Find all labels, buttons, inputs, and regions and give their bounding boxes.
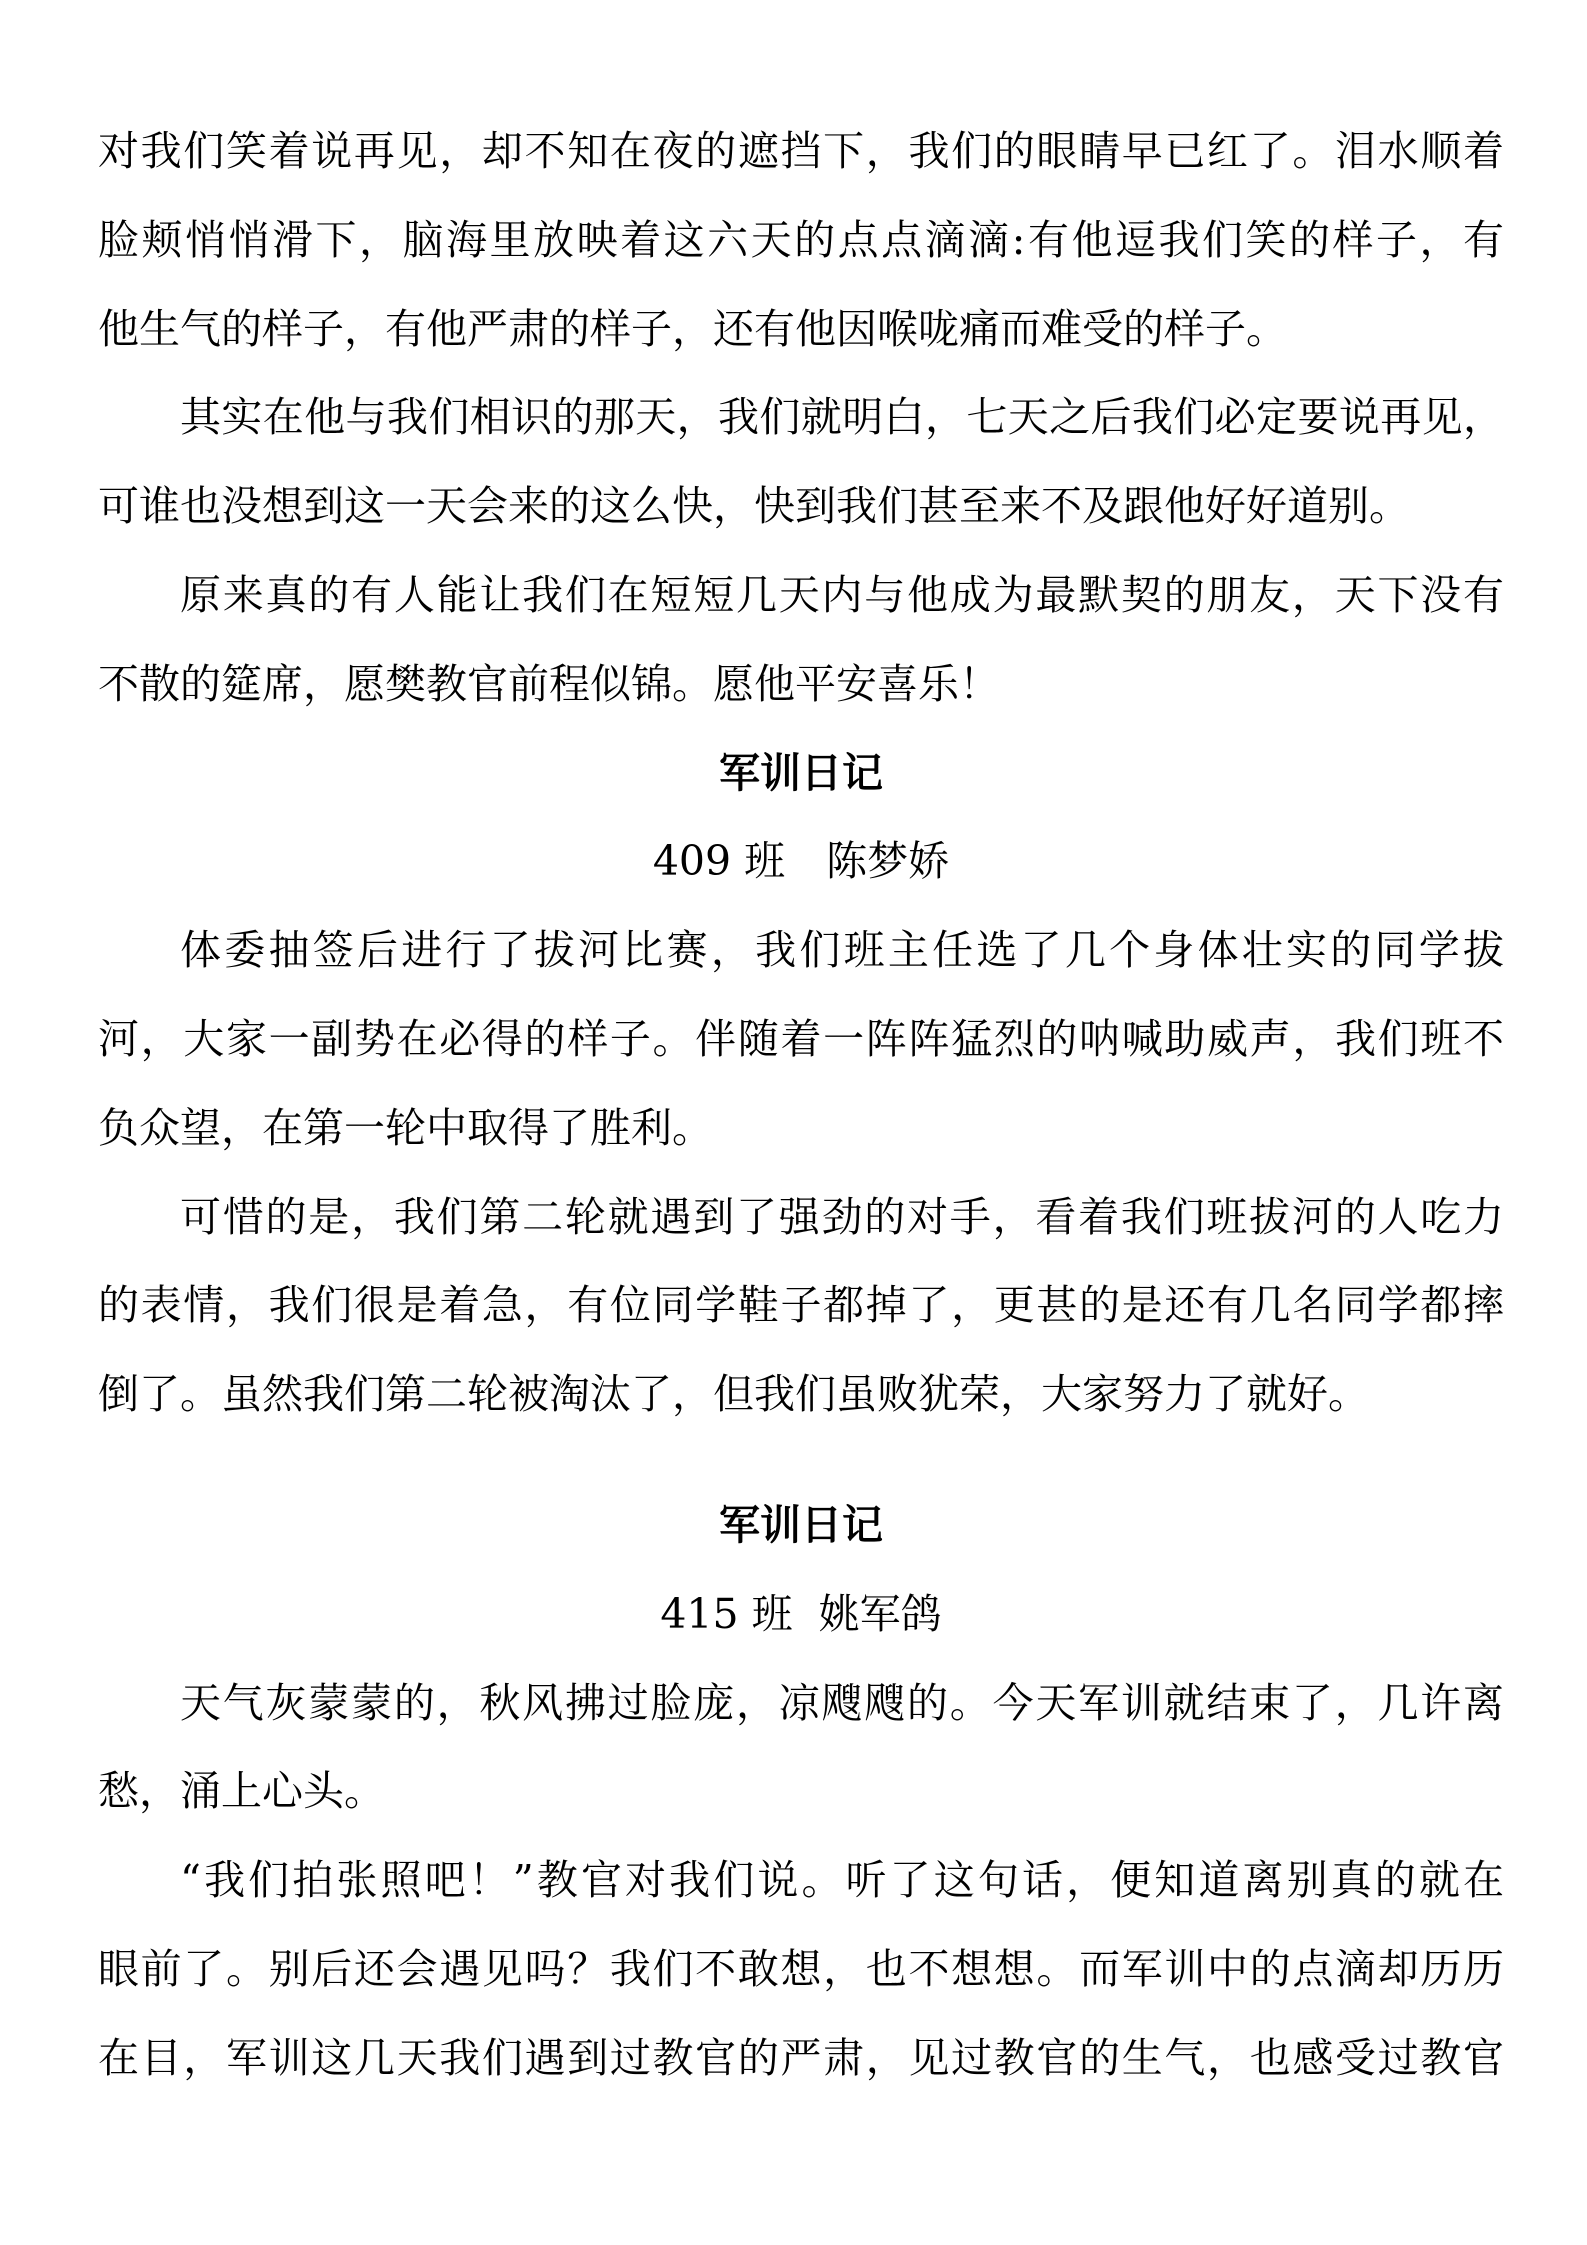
- text-line: 眼前了。别后还会遇见吗？我们不敢想，也不想想。而军训中的点滴却历历: [98, 1944, 1504, 1993]
- continued-text: [98, 107, 1504, 729]
- text-line: 体委抽签后进行了拔河比赛，我们班主任选了几个身体壮实的同学拔: [180, 926, 1504, 975]
- text-line: 原来真的有人能让我们在短短几天内与他成为最默契的朋友，天下没有: [180, 570, 1504, 619]
- diary-title: 军训日记: [719, 1500, 883, 1549]
- text-line: 在目，军训这几天我们遇到过教官的严肃，见过教官的生气，也感受过教官: [98, 2033, 1504, 2082]
- text-line: 愁，涌上心头。: [98, 1767, 385, 1816]
- text-line: 河，大家一副势在必得的样子。伴随着一阵阵猛烈的呐喊助威声，我们班不: [98, 1014, 1504, 1063]
- text-line: 负众望，在第一轮中取得了胜利。: [98, 1103, 713, 1152]
- diary-title: 军训日记: [719, 748, 883, 797]
- text-line: 的表情，我们很是着急，有位同学鞋子都掉了，更甚的是还有几名同学都摔: [98, 1281, 1504, 1330]
- diary-byline: 409 班 陈梦娇: [652, 837, 950, 886]
- paragraph: [98, 551, 1504, 729]
- text-line: 可谁也没想到这一天会来的这么快，快到我们甚至来不及跟他好好道别。: [98, 482, 1410, 531]
- diary-entry: [98, 1481, 1504, 2103]
- paragraph: [98, 107, 1504, 373]
- text-line: 倒了。虽然我们第二轮被淘汰了，但我们虽败犹荣，大家努力了就好。: [98, 1370, 1369, 1419]
- text-line: 天气灰蒙蒙的，秋风拂过脸庞，凉飕飕的。今天军训就结束了，几许离: [180, 1678, 1504, 1727]
- paragraph: [98, 373, 1504, 551]
- diary-byline: 415 班 姚军鸽: [660, 1589, 942, 1638]
- text-line: “我们拍张照吧！”教官对我们说。听了这句话，便知道离别真的就在: [180, 1856, 1504, 1905]
- paragraph: [98, 1173, 1504, 1439]
- text-line: 脸颊悄悄滑下，脑海里放映着这六天的点点滴滴:有他逗我们笑的样子，有: [98, 215, 1504, 264]
- paragraph: [98, 906, 1504, 1172]
- text-line: 其实在他与我们相识的那天，我们就明白，七天之后我们必定要说再见，: [180, 393, 1504, 442]
- document-page: [98, 107, 1504, 2103]
- text-line: 他生气的样子，有他严肃的样子，还有他因喉咙痛而难受的样子。: [98, 304, 1287, 353]
- paragraph: [98, 1659, 1504, 1837]
- text-line: 对我们笑着说再见，却不知在夜的遮挡下，我们的眼睛早已红了。泪水顺着: [98, 127, 1504, 175]
- paragraph: [98, 1836, 1504, 2102]
- text-line: 不散的筵席，愿樊教官前程似锦。愿他平安喜乐！: [98, 659, 1000, 708]
- text-line: 可惜的是，我们第二轮就遇到了强劲的对手，看着我们班拔河的人吃力: [180, 1192, 1504, 1241]
- diary-entry: [98, 729, 1504, 1439]
